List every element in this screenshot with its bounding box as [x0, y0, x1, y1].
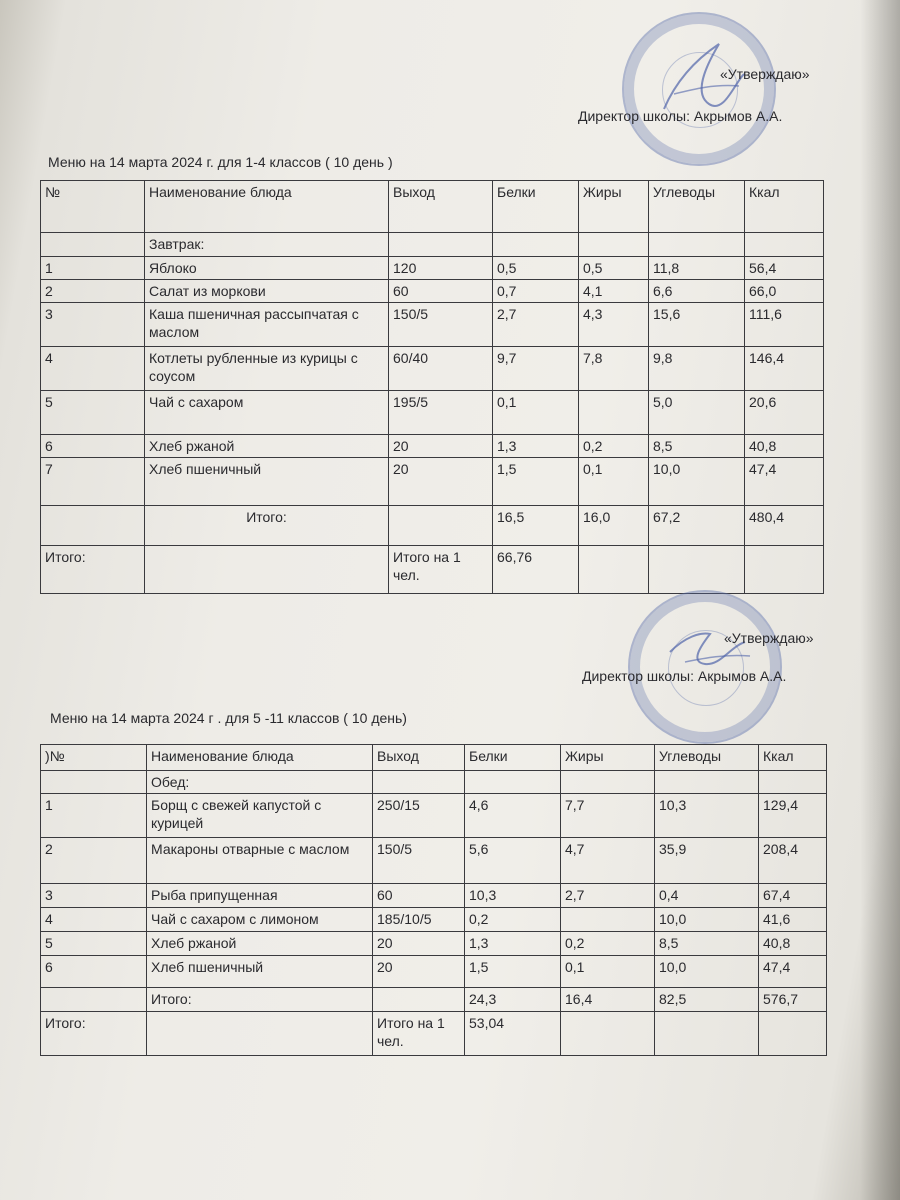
table-row: 3 Рыба припущенная 60 10,3 2,7 0,4 67,4 — [41, 884, 827, 908]
total-row: Итого: 24,3 16,4 82,5 576,7 — [41, 988, 827, 1012]
per-person-value: 66,76 — [493, 546, 579, 594]
table-row: 2 Макароны отварные с маслом 150/5 5,6 4,7 35,9 208,4 — [41, 838, 827, 884]
school-seal-stamp — [622, 12, 776, 166]
total-label: Итого: — [145, 506, 389, 546]
header-cell: Жиры — [561, 745, 655, 771]
school-seal-stamp — [628, 590, 782, 744]
table-row: 6 Хлеб ржаной 20 1,3 0,2 8,5 40,8 — [41, 435, 824, 458]
header-cell: Наименование блюда — [145, 181, 389, 233]
per-person-value: 53,04 — [465, 1012, 561, 1056]
per-person-row — [41, 1012, 827, 1056]
table-header-row — [41, 181, 824, 233]
header-cell: Жиры — [579, 181, 649, 233]
header-cell: Выход — [373, 745, 465, 771]
header-cell: Ккал — [759, 745, 827, 771]
header-cell: )№ — [41, 745, 147, 771]
page-edge-shadow — [860, 0, 900, 1200]
table-header-row — [41, 745, 827, 771]
menu-table-grades-1-4 — [40, 180, 824, 594]
table-row: 1 Яблоко 120 0,5 0,5 11,8 56,4 — [41, 257, 824, 280]
table-row: 3 Каша пшеничная рассыпчатая с маслом 150/5 2,7 4,3 15,6 111,6 — [41, 303, 824, 347]
table-row: 2 Салат из моркови 60 0,7 4,1 6,6 66,0 — [41, 280, 824, 303]
menu-title: Меню на 14 марта 2024 г. для 1-4 классов ( 10 день ) — [48, 154, 393, 170]
header-cell: Ккал — [745, 181, 824, 233]
approval-heading: «Утверждаю» — [724, 630, 814, 646]
header-cell: Углеводы — [655, 745, 759, 771]
table-row: 6 Хлеб пшеничный 20 1,5 0,1 10,0 47,4 — [41, 956, 827, 988]
section-row — [41, 233, 824, 257]
table-row: 5 Хлеб ржаной 20 1,3 0,2 8,5 40,8 — [41, 932, 827, 956]
grand-total-label: Итого: — [41, 1012, 147, 1056]
per-person-label: Итого на 1 чел. — [373, 1012, 465, 1056]
table-row: 1 Борщ с свежей капустой с курицей 250/15 4,6 7,7 10,3 129,4 — [41, 794, 827, 838]
total-row: Итого: 16,5 16,0 67,2 480,4 — [41, 506, 824, 546]
grand-total-label: Итого: — [41, 546, 145, 594]
header-cell: Белки — [465, 745, 561, 771]
per-person-row — [41, 546, 824, 594]
menu-table-grades-5-11 — [40, 744, 827, 1056]
menu-title: Меню на 14 марта 2024 г . для 5 -11 классов ( 10 день) — [50, 710, 407, 726]
header-cell: Белки — [493, 181, 579, 233]
section-label: Обед: — [147, 771, 373, 794]
section-label: Завтрак: — [145, 233, 389, 257]
signature-mark — [630, 592, 780, 742]
total-label: Итого: — [147, 988, 373, 1012]
approval-heading: «Утверждаю» — [720, 66, 810, 82]
header-cell: Выход — [389, 181, 493, 233]
table-row: 7 Хлеб пшеничный 20 1,5 0,1 10,0 47,4 — [41, 458, 824, 506]
per-person-label: Итого на 1 чел. — [389, 546, 493, 594]
director-line: Директор школы: Акрымов А.А. — [578, 108, 783, 124]
header-cell: Наименование блюда — [147, 745, 373, 771]
director-line: Директор школы: Акрымов А.А. — [582, 668, 787, 684]
table-row: 5 Чай с сахаром 195/5 0,1 5,0 20,6 — [41, 391, 824, 435]
section-row — [41, 771, 827, 794]
table-row: 4 Котлеты рубленные из курицы с соусом 60/40 9,7 7,8 9,8 146,4 — [41, 347, 824, 391]
header-cell: № — [41, 181, 145, 233]
table-row: 4 Чай с сахаром с лимоном 185/10/5 0,2 10,0 41,6 — [41, 908, 827, 932]
header-cell: Углеводы — [649, 181, 745, 233]
signature-mark — [624, 14, 774, 164]
